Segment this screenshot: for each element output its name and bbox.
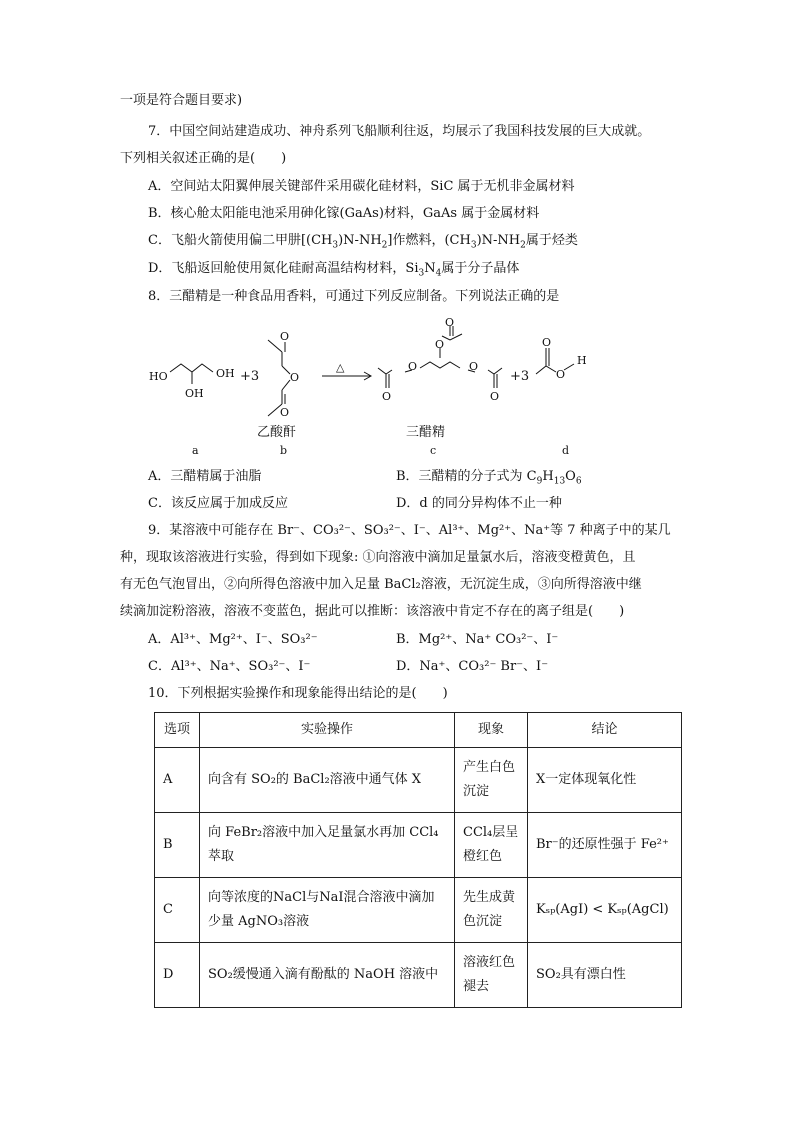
q9-option-b: B．Mg²⁺、Na⁺ CO₃²⁻、I⁻ [396, 632, 559, 647]
table-row [155, 878, 682, 943]
section-instruction: 一项是符合题目要求) [120, 93, 243, 108]
q9-stem-line2: 种，现取该溶液进行实验，得到如下现象: ①向溶液中滴加足量氯水后，溶液变橙黄色，且 [120, 550, 636, 565]
row-conclusion: SO₂具有漂白性 [528, 943, 682, 1008]
q7-stem-line2: 下列相关叙述正确的是( ) [120, 151, 287, 166]
q9-stem-line3: 有无色气泡冒出，②向所得色溶液中加入足量 BaCl₂溶液，无沉淀生成，③向所得溶液中继 [120, 577, 642, 592]
row-phenomenon: 先生成黄 色沉淀 [455, 878, 528, 943]
header-operation: 实验操作 [200, 713, 455, 748]
row-operation: 向等浓度的NaCl与NaI混合溶液中滴加 少量 AgNO₃溶液 [200, 878, 455, 943]
oh-label-right: OH [216, 367, 235, 380]
row-operation: 向含有 SO₂的 BaCl₂溶液中通气体 X [200, 748, 455, 813]
row-phenomenon: CCl₄层呈 橙红色 [455, 813, 528, 878]
heat-symbol: △ [336, 361, 345, 374]
q8-option-c: C．该反应属于加成反应 [148, 496, 288, 511]
table-row [155, 748, 682, 813]
q9-option-c: C．Al³⁺、Na⁺、SO₃²⁻、I⁻ [148, 659, 311, 674]
triacetin-o-left-ester: O [408, 360, 418, 373]
name-c: 三醋精 [406, 425, 446, 440]
triacetin-o-left-carbonyl: O [382, 390, 392, 403]
anhydride-o-top: O [280, 330, 290, 343]
header-option: 选项 [155, 713, 200, 748]
table-header-row [155, 713, 682, 748]
q8-stem: 8．三醋精是一种食品用香料，可通过下列反应制备。下列说法正确的是 [148, 289, 560, 304]
header-conclusion: 结论 [528, 713, 682, 748]
acid-h: H [577, 354, 587, 367]
molecule-b-acetic-anhydride [268, 340, 290, 416]
acid-o-carbonyl: O [542, 336, 552, 349]
ho-label: HO [149, 370, 168, 383]
molecule-a-glycerol [170, 364, 213, 384]
q7-option-b: B．核心舱太阳能电池采用砷化镓(GaAs)材料，GaAs 属于金属材料 [148, 206, 540, 221]
molecule-c-triacetin [378, 326, 502, 388]
row-option: A [155, 748, 200, 813]
q9-stem-line4: 续滴加淀粉溶液，溶液不变蓝色，据此可以推断：该溶液中肯定不存在的离子组是( ) [120, 604, 625, 619]
q7-option-d: D．飞船返回舱使用氮化硅耐高温结构材料，$Si_3N_4$属于分子晶体 [148, 261, 520, 279]
q10-stem: 10．下列根据实验操作和现象能得出结论的是( ) [148, 686, 448, 701]
anhydride-o-bottom: O [280, 406, 290, 419]
reaction-arrow [322, 372, 371, 380]
molecule-d-acetic-acid [536, 348, 574, 374]
q9-option-a: A．Al³⁺、Mg²⁺、I⁻、SO₃²⁻ [148, 632, 318, 647]
row-conclusion: X一定体现氧化性 [528, 748, 682, 813]
row-option: B [155, 813, 200, 878]
q8-option-b: B．三醋精的分子式为 $C_9H_{13}O_6$ [396, 469, 582, 487]
triacetin-o-top-carbonyl: O [445, 316, 455, 329]
oh-label-bottom: OH [185, 387, 204, 400]
row-phenomenon: 产生白色 沉淀 [455, 748, 528, 813]
triacetin-o-right-ester: O [469, 360, 479, 373]
row-operation: 向 FeBr₂溶液中加入足量氯水再加 CCl₄ 萃取 [200, 813, 455, 878]
triacetin-o-top-ester: O [435, 338, 445, 351]
q9-stem-line1: 9．某溶液中可能存在 Br⁻、CO₃²⁻、SO₃²⁻、I⁻、Al³⁺、Mg²⁺、Na⁺等 7 种离子中的某几 [148, 523, 671, 538]
row-phenomenon: 溶液红色 褪去 [455, 943, 528, 1008]
q7-option-c: C．飞船火箭使用偏二甲肼$[(CH_3)N-NH_2]$作燃料，$(CH_3)N-NH_2$属于烃类 [148, 233, 578, 251]
row-conclusion: Kₛₚ(AgI) < Kₛₚ(AgCl) [528, 878, 682, 943]
coefficient-d: +3 [510, 369, 530, 384]
label-c: c [430, 444, 437, 457]
coefficient-b: +3 [240, 369, 260, 384]
experiment-table [154, 712, 682, 1008]
label-a: a [192, 444, 199, 457]
row-operation: SO₂缓慢通入滴有酚酞的 NaOH 溶液中 [200, 943, 455, 1008]
q8-option-a: A．三醋精属于油脂 [148, 469, 262, 484]
table-row [155, 943, 682, 1008]
label-b: b [280, 444, 288, 457]
acid-o-hydroxyl: O [556, 368, 566, 381]
q9-option-d: D．Na⁺、CO₃²⁻ Br⁻、I⁻ [396, 659, 549, 674]
table-row [155, 813, 682, 878]
row-conclusion: Br⁻的还原性强于 Fe²⁺ [528, 813, 682, 878]
anhydride-o-mid: O [290, 371, 300, 384]
name-b: 乙酸酐 [257, 425, 297, 440]
label-d: d [562, 444, 570, 457]
q7-stem-line1: 7．中国空间站建造成功、神舟系列飞船顺利往返，均展示了我国科技发展的巨大成就。 [148, 124, 651, 139]
triacetin-o-right-carbonyl: O [490, 390, 500, 403]
row-option: C [155, 878, 200, 943]
reaction-scheme [140, 312, 610, 462]
q8-option-d: D．d 的同分异构体不止一种 [396, 496, 562, 511]
row-option: D [155, 943, 200, 1008]
header-phenomenon: 现象 [455, 713, 528, 748]
q7-option-a: A．空间站太阳翼伸展关键部件采用碳化硅材料，SiC 属于无机非金属材料 [148, 179, 575, 194]
